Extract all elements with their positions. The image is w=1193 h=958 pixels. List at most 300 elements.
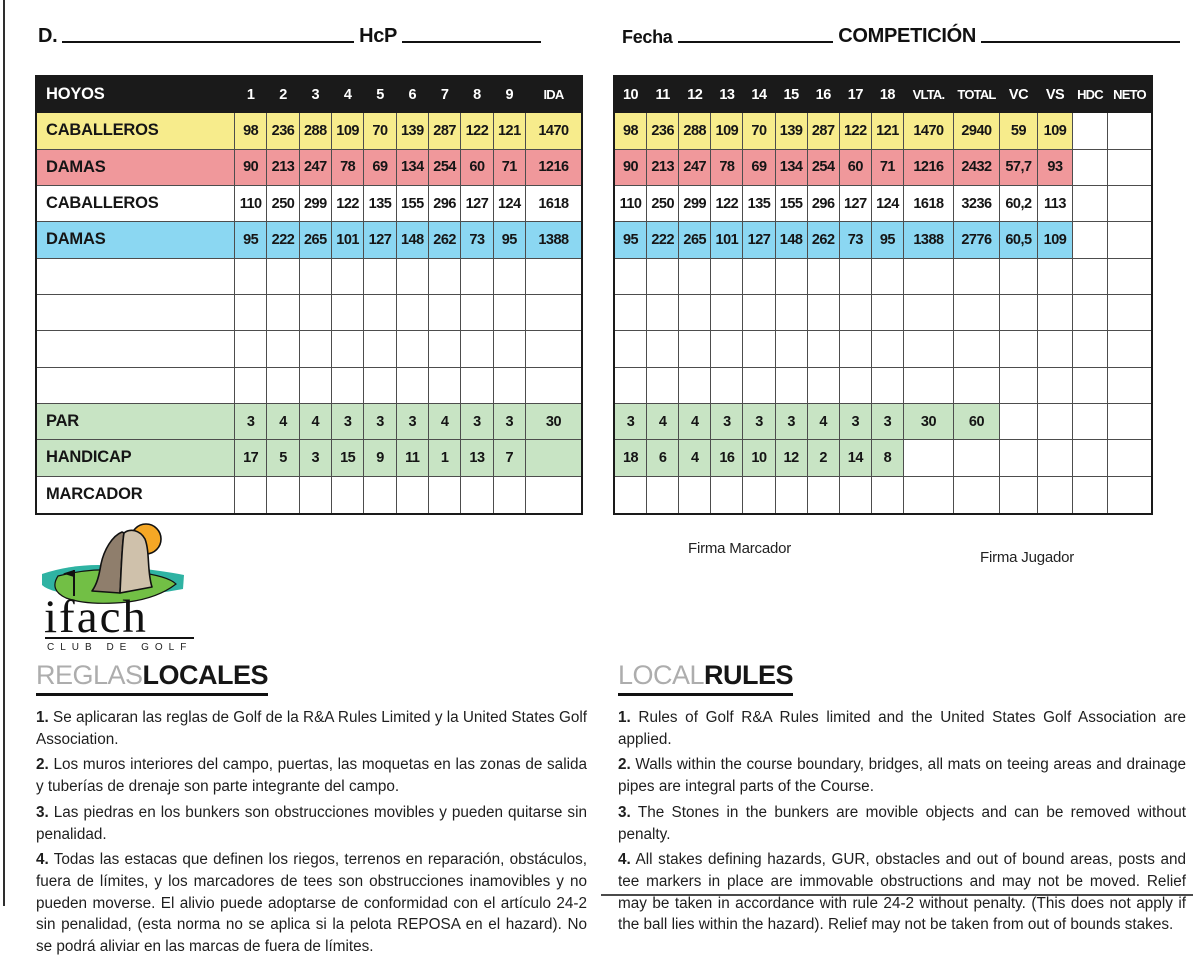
column-header: 2: [267, 77, 299, 113]
score-cell: [1073, 331, 1108, 367]
score-cell: [526, 440, 581, 476]
score-cell: [461, 368, 493, 404]
row-label: PAR: [37, 404, 235, 440]
score-cell: [954, 477, 1000, 513]
score-cell: 4: [808, 404, 840, 440]
score-cell: [429, 477, 461, 513]
score-cell: [743, 331, 775, 367]
score-cell: [954, 440, 1000, 476]
score-cell: 121: [494, 113, 526, 149]
score-cell: [840, 295, 872, 331]
score-cell: [461, 477, 493, 513]
rule-item: [618, 707, 1186, 750]
score-cell: 222: [267, 222, 299, 258]
score-cell: [397, 331, 429, 367]
score-cell: [300, 331, 332, 367]
column-header: 7: [429, 77, 461, 113]
column-header: NETO: [1108, 77, 1151, 113]
score-cell: 265: [300, 222, 332, 258]
rule-number: 4.: [36, 851, 49, 869]
column-header: 6: [397, 77, 429, 113]
date-label: Fecha: [622, 27, 673, 47]
score-cell: [300, 368, 332, 404]
row-label: HANDICAP: [37, 440, 235, 476]
score-cell: [332, 368, 364, 404]
score-cell: [1073, 404, 1108, 440]
row-handicap: [37, 440, 581, 476]
rules-es-title-bold: LOCALES: [142, 660, 269, 690]
score-cell: [235, 295, 267, 331]
score-cell: [1000, 331, 1038, 367]
table-row: [615, 331, 1151, 367]
rule-item: [618, 754, 1186, 797]
score-cell: 1470: [526, 113, 581, 149]
score-cell: 127: [840, 186, 872, 222]
score-cell: 254: [808, 150, 840, 186]
score-cell: 95: [615, 222, 647, 258]
score-cell: 59: [1000, 113, 1038, 149]
score-cell: 222: [647, 222, 679, 258]
table-row: [615, 368, 1151, 404]
score-cell: [397, 477, 429, 513]
score-cell: 288: [300, 113, 332, 149]
score-cell: 93: [1038, 150, 1073, 186]
score-cell: 1216: [526, 150, 581, 186]
score-cell: 3: [840, 404, 872, 440]
score-cell: [1038, 295, 1073, 331]
score-cell: 3: [776, 404, 808, 440]
row-label: CABALLEROS: [37, 113, 235, 149]
score-cell: 262: [429, 222, 461, 258]
score-cell: 4: [429, 404, 461, 440]
score-cell: [711, 477, 743, 513]
score-cell: 3: [397, 404, 429, 440]
score-cell: [679, 295, 711, 331]
score-cell: 127: [364, 222, 396, 258]
score-cell: 3: [235, 404, 267, 440]
score-cell: [679, 368, 711, 404]
score-cell: 1618: [904, 186, 954, 222]
column-header: IDA: [526, 77, 581, 113]
score-cell: [494, 331, 526, 367]
score-cell: [397, 295, 429, 331]
rules-es-title-light: REGLAS: [36, 660, 143, 690]
score-cell: 17: [235, 440, 267, 476]
score-cell: 3: [711, 404, 743, 440]
table-header-row: [37, 77, 581, 113]
score-cell: 287: [429, 113, 461, 149]
score-cell: 109: [1038, 222, 1073, 258]
score-cell: 155: [397, 186, 429, 222]
logo-rock-dark: [92, 532, 124, 593]
score-cell: 6: [647, 440, 679, 476]
score-cell: 110: [235, 186, 267, 222]
score-cell: 71: [872, 150, 904, 186]
rules-en-title-light: LOCAL: [618, 660, 705, 690]
score-cell: 236: [267, 113, 299, 149]
score-cell: [1000, 477, 1038, 513]
score-cell: [1038, 368, 1073, 404]
score-cell: 30: [904, 404, 954, 440]
table-row: [615, 295, 1151, 331]
score-cell: [872, 368, 904, 404]
row-damas: [37, 150, 581, 186]
score-cell: [904, 295, 954, 331]
score-cell: [1038, 404, 1073, 440]
score-cell: [461, 259, 493, 295]
row-caballeros: [37, 186, 581, 222]
score-cell: 8: [872, 440, 904, 476]
column-header: 18: [872, 77, 904, 113]
rule-number: 3.: [618, 803, 631, 821]
score-cell: 18: [615, 440, 647, 476]
rule-item: [618, 802, 1186, 845]
score-cell: [494, 295, 526, 331]
score-cell: [300, 259, 332, 295]
score-cell: [647, 295, 679, 331]
score-cell: 254: [429, 150, 461, 186]
rule-number: 2.: [36, 756, 49, 774]
score-cell: [1038, 477, 1073, 513]
score-cell: [494, 477, 526, 513]
score-cell: [679, 477, 711, 513]
column-header: 14: [743, 77, 775, 113]
column-header: 15: [776, 77, 808, 113]
score-cell: [494, 259, 526, 295]
score-cell: [711, 368, 743, 404]
rule-text: Se aplicaran las reglas de Golf de la R&A Rules Limited y la United States Golf Association.: [36, 709, 588, 748]
score-cell: 2776: [954, 222, 1000, 258]
column-header: TOTAL: [954, 77, 1000, 113]
score-cell: [267, 368, 299, 404]
score-cell: [872, 259, 904, 295]
score-cell: 3: [615, 404, 647, 440]
score-cell: [647, 259, 679, 295]
column-header: VC: [1000, 77, 1038, 113]
score-cell: [679, 259, 711, 295]
score-cell: 1388: [526, 222, 581, 258]
score-cell: 4: [679, 440, 711, 476]
score-cell: 1470: [904, 113, 954, 149]
logo-subtitle: CLUB DE GOLF: [47, 642, 193, 653]
score-cell: 60,2: [1000, 186, 1038, 222]
score-cell: 296: [808, 186, 840, 222]
column-header: 12: [679, 77, 711, 113]
row-label: [37, 259, 235, 295]
score-cell: 10: [743, 440, 775, 476]
score-cell: [332, 331, 364, 367]
score-cell: 15: [332, 440, 364, 476]
score-cell: [1000, 368, 1038, 404]
rule-text: Las piedras en los bunkers son obstrucciones movibles y pueden quitarse sin penalidad.: [36, 803, 587, 843]
score-cell: 127: [461, 186, 493, 222]
rule-text: All stakes defining hazards, GUR, obstacles and out of bound areas, posts and tee markers in place are immovable obstructions and may not be moved. Relief may be taken in accordance with rule 24-2 without penalty. (This does not apply if the ball lies within the hazard). Relief may not be taken from out of bounds stakes.: [618, 851, 1186, 934]
score-cell: [1108, 186, 1151, 222]
score-cell: 139: [397, 113, 429, 149]
score-cell: 250: [647, 186, 679, 222]
score-cell: [429, 295, 461, 331]
score-cell: 113: [1038, 186, 1073, 222]
score-cell: 3236: [954, 186, 1000, 222]
score-cell: [808, 331, 840, 367]
score-cell: [808, 368, 840, 404]
score-cell: [1073, 295, 1108, 331]
score-cell: 134: [776, 150, 808, 186]
score-cell: [776, 368, 808, 404]
page-edge-line: [3, 0, 5, 906]
player-header: [38, 26, 546, 46]
table-row: [615, 440, 1151, 476]
score-cell: [743, 295, 775, 331]
score-cell: [615, 295, 647, 331]
table-row: [615, 404, 1151, 440]
scorecard-table-back-nine: [613, 75, 1153, 515]
row-label: [37, 295, 235, 331]
score-cell: 247: [300, 150, 332, 186]
score-cell: 16: [711, 440, 743, 476]
score-cell: 57,7: [1000, 150, 1038, 186]
rule-number: 2.: [618, 756, 631, 774]
score-cell: [776, 477, 808, 513]
score-cell: 262: [808, 222, 840, 258]
score-cell: 3: [332, 404, 364, 440]
score-cell: 14: [840, 440, 872, 476]
score-cell: [711, 331, 743, 367]
table-row: [37, 368, 581, 404]
score-cell: [267, 295, 299, 331]
rule-item: [36, 849, 587, 958]
row-caballeros: [37, 113, 581, 149]
score-cell: [1000, 440, 1038, 476]
name-label: D.: [38, 25, 58, 47]
score-cell: 70: [364, 113, 396, 149]
score-cell: 90: [615, 150, 647, 186]
score-cell: [235, 331, 267, 367]
score-cell: 148: [397, 222, 429, 258]
score-cell: 4: [647, 404, 679, 440]
score-cell: 2432: [954, 150, 1000, 186]
score-cell: 135: [364, 186, 396, 222]
score-cell: [397, 368, 429, 404]
score-cell: [429, 368, 461, 404]
score-cell: [904, 259, 954, 295]
table-row: [615, 186, 1151, 222]
score-cell: 299: [300, 186, 332, 222]
score-cell: [904, 368, 954, 404]
score-cell: 78: [332, 150, 364, 186]
score-cell: 1618: [526, 186, 581, 222]
score-cell: 70: [743, 113, 775, 149]
rule-number: 1.: [36, 709, 49, 726]
score-cell: [954, 295, 1000, 331]
score-cell: [711, 295, 743, 331]
column-header: 5: [364, 77, 396, 113]
score-cell: [1073, 186, 1108, 222]
rule-text: The Stones in the bunkers are movible objects and can be removed without penalty.: [618, 803, 1186, 843]
score-cell: 69: [364, 150, 396, 186]
score-cell: [808, 477, 840, 513]
score-cell: 78: [711, 150, 743, 186]
table-row: [37, 295, 581, 331]
row-label: MARCADOR: [37, 477, 235, 513]
score-cell: [364, 259, 396, 295]
score-cell: 98: [615, 113, 647, 149]
score-cell: 122: [461, 113, 493, 149]
column-header: 4: [332, 77, 364, 113]
score-cell: [954, 331, 1000, 367]
score-cell: 4: [267, 404, 299, 440]
score-cell: 110: [615, 186, 647, 222]
score-cell: 3: [494, 404, 526, 440]
score-cell: 213: [267, 150, 299, 186]
score-cell: [526, 295, 581, 331]
score-cell: 109: [332, 113, 364, 149]
column-header: 13: [711, 77, 743, 113]
column-header: VS: [1038, 77, 1073, 113]
score-cell: 69: [743, 150, 775, 186]
score-cell: [954, 259, 1000, 295]
table-row: [37, 331, 581, 367]
score-cell: 4: [300, 404, 332, 440]
score-cell: 13: [461, 440, 493, 476]
score-cell: [615, 331, 647, 367]
score-cell: 1: [429, 440, 461, 476]
score-cell: [364, 295, 396, 331]
score-cell: 134: [397, 150, 429, 186]
date-fill-line: [678, 27, 834, 43]
score-cell: [526, 477, 581, 513]
score-cell: 122: [711, 186, 743, 222]
score-cell: [1108, 259, 1151, 295]
row-label: DAMAS: [37, 222, 235, 258]
score-cell: [300, 295, 332, 331]
row-label: [37, 368, 235, 404]
rule-item: [36, 802, 587, 845]
table-row: [615, 222, 1151, 258]
score-cell: 3: [364, 404, 396, 440]
table-row: [615, 477, 1151, 513]
score-cell: [461, 295, 493, 331]
score-cell: 1216: [904, 150, 954, 186]
rule-number: 4.: [618, 851, 631, 869]
local-rules-english: [618, 662, 1186, 936]
score-cell: 98: [235, 113, 267, 149]
row-marcador: [37, 477, 581, 513]
score-cell: [615, 477, 647, 513]
score-cell: 1388: [904, 222, 954, 258]
score-cell: [461, 331, 493, 367]
score-cell: [364, 368, 396, 404]
score-cell: [300, 477, 332, 513]
rule-item: [36, 707, 587, 750]
score-cell: [332, 259, 364, 295]
score-cell: [776, 295, 808, 331]
club-logo: [36, 514, 216, 654]
score-cell: [904, 440, 954, 476]
score-cell: 124: [494, 186, 526, 222]
score-cell: 299: [679, 186, 711, 222]
score-cell: [1000, 404, 1038, 440]
rule-text: Los muros interiores del campo, puertas, las moquetas en las zonas de salida y tuberías de drenaje son parte integrante del campo.: [36, 756, 588, 796]
score-cell: 3: [872, 404, 904, 440]
score-cell: [1108, 113, 1151, 149]
score-cell: [1108, 222, 1151, 258]
score-cell: 296: [429, 186, 461, 222]
local-rules-spanish: [36, 662, 587, 958]
score-cell: [1000, 295, 1038, 331]
score-cell: 288: [679, 113, 711, 149]
score-cell: [332, 295, 364, 331]
rule-text: Rules of Golf R&A Rules limited and the United States Golf Association are applied.: [618, 709, 1186, 748]
score-cell: 60: [840, 150, 872, 186]
score-cell: [526, 368, 581, 404]
rule-item: [618, 849, 1186, 936]
score-cell: 155: [776, 186, 808, 222]
score-cell: [615, 259, 647, 295]
score-cell: 30: [526, 404, 581, 440]
column-header: 8: [461, 77, 493, 113]
score-cell: 213: [647, 150, 679, 186]
score-cell: 95: [494, 222, 526, 258]
score-cell: 95: [872, 222, 904, 258]
score-cell: [494, 368, 526, 404]
score-cell: 3: [461, 404, 493, 440]
score-cell: 265: [679, 222, 711, 258]
score-cell: [776, 331, 808, 367]
row-label: [37, 331, 235, 367]
score-cell: [267, 259, 299, 295]
rule-number: 1.: [618, 709, 631, 726]
score-cell: [1073, 259, 1108, 295]
score-cell: [332, 477, 364, 513]
row-damas: [37, 222, 581, 258]
score-cell: 139: [776, 113, 808, 149]
score-cell: [840, 368, 872, 404]
score-cell: 2940: [954, 113, 1000, 149]
score-cell: [235, 477, 267, 513]
table-row: [615, 113, 1151, 149]
score-cell: [1038, 331, 1073, 367]
score-cell: [1073, 150, 1108, 186]
score-cell: [743, 259, 775, 295]
score-cell: [1108, 150, 1151, 186]
score-cell: [647, 331, 679, 367]
competition-header: [622, 26, 1185, 46]
score-cell: [872, 477, 904, 513]
rule-number: 3.: [36, 803, 49, 821]
score-cell: [1038, 259, 1073, 295]
score-cell: [526, 331, 581, 367]
score-cell: [647, 477, 679, 513]
score-cell: [776, 259, 808, 295]
score-cell: [364, 477, 396, 513]
score-cell: 247: [679, 150, 711, 186]
column-header: 9: [494, 77, 526, 113]
score-cell: 122: [332, 186, 364, 222]
score-cell: [235, 368, 267, 404]
score-cell: [954, 368, 1000, 404]
score-cell: [429, 259, 461, 295]
score-cell: 148: [776, 222, 808, 258]
column-header: 11: [647, 77, 679, 113]
score-cell: [1073, 440, 1108, 476]
score-cell: 3: [743, 404, 775, 440]
score-cell: 95: [235, 222, 267, 258]
score-cell: [872, 331, 904, 367]
score-cell: [1073, 113, 1108, 149]
score-cell: 73: [461, 222, 493, 258]
table-row: [37, 259, 581, 295]
